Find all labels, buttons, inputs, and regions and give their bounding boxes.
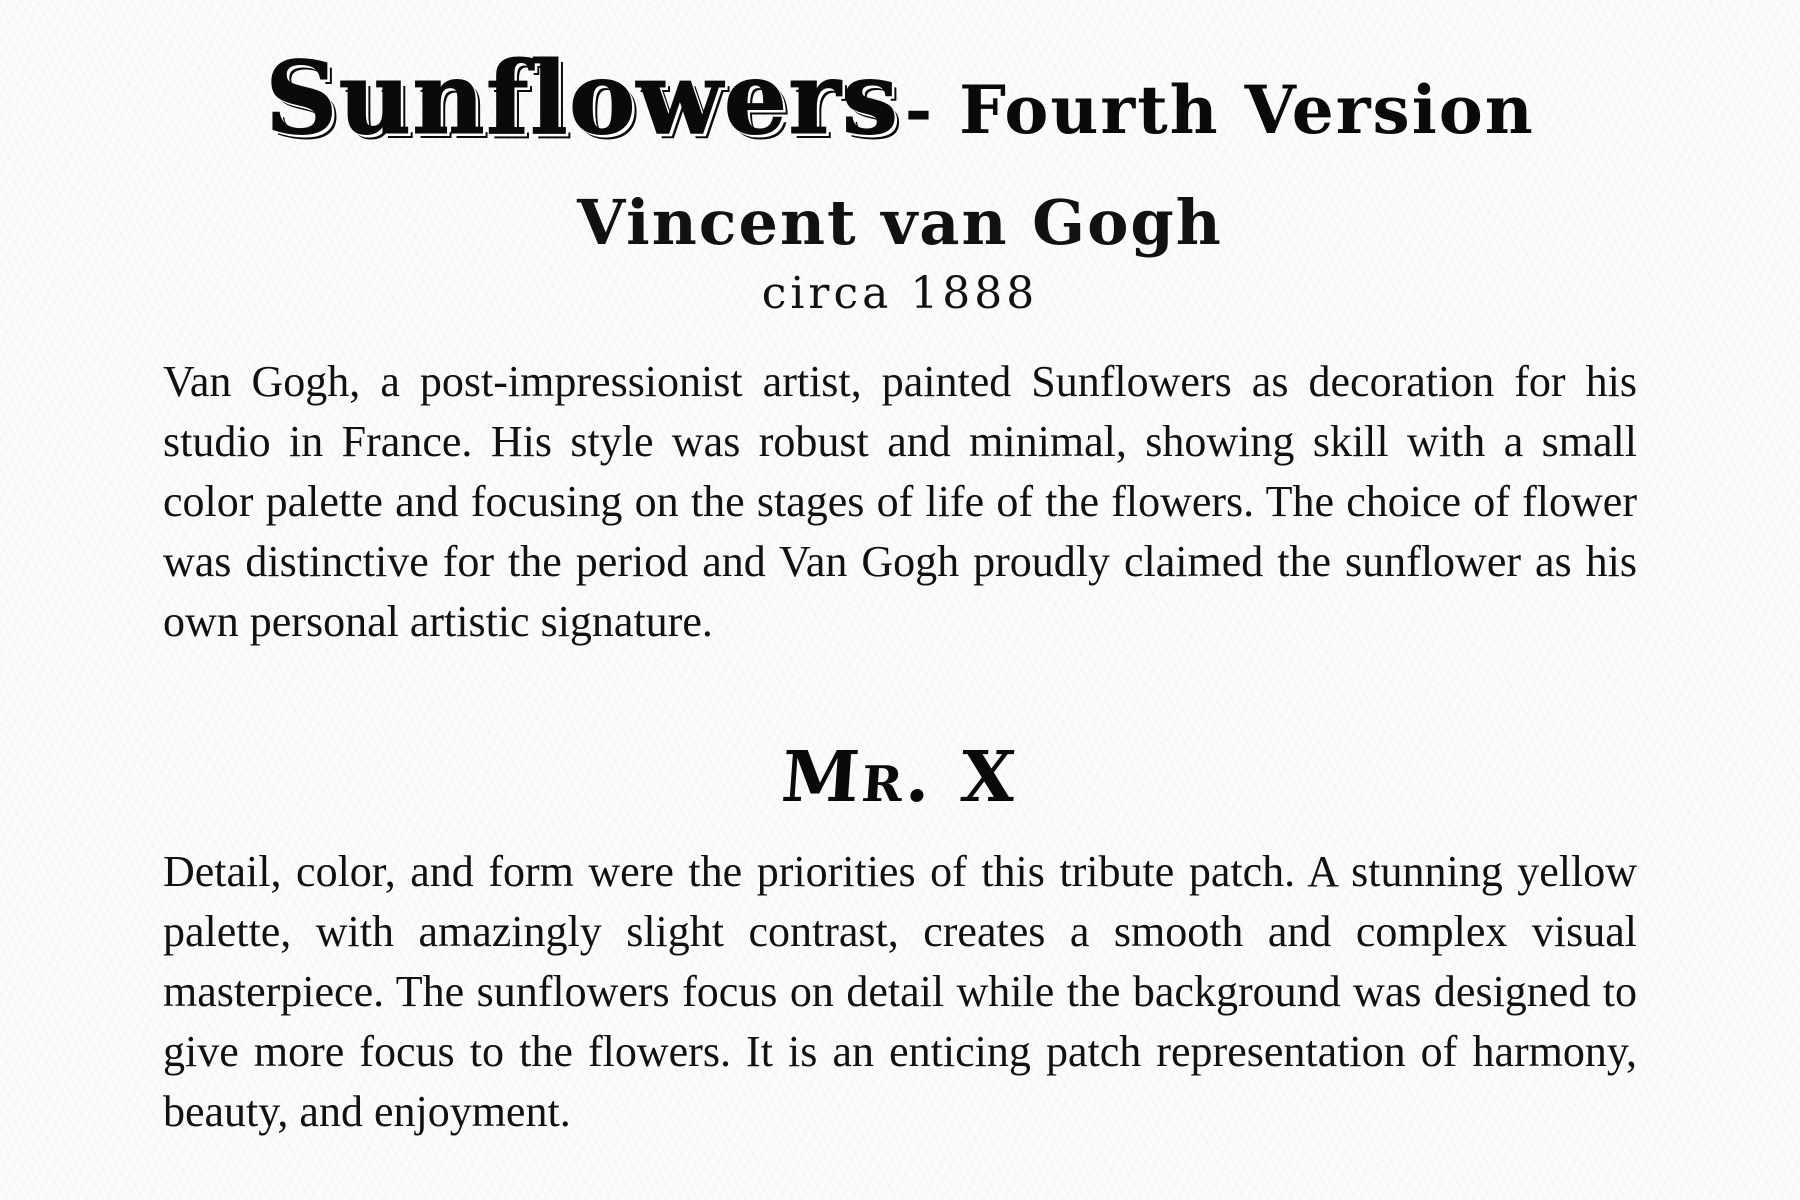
artist-name: Vincent van Gogh [577, 186, 1223, 259]
artwork-version: - Fourth Version [904, 71, 1535, 149]
painting-description: Van Gogh, a post-impressionist artist, painted Sunflowers as decoration for his studio in France. His style was robust and minimal, showing skill with a small color palette and focusing on the stages of life of the flowers. The choice of flower was distinctive for the period and Van Gogh proudly claimed the sunflower as his own personal artistic signature. [163, 357, 1637, 646]
artwork-title: Sunflowers [265, 39, 900, 157]
artwork-title-line [0, 39, 1800, 157]
patch-maker-name: Mr. X [778, 735, 1022, 818]
patch-description: Detail, color, and form were the priorities of this tribute patch. A stunning yellow palette, with amazingly slight contrast, creates a smooth and complex visual masterpiece. The sunflowers focus on detail while the background was designed to give more focus to the flowers. It is an enticing patch representation of harmony, beauty, and enjoyment. [163, 847, 1637, 1136]
artwork-date: circa 1888 [761, 268, 1039, 319]
